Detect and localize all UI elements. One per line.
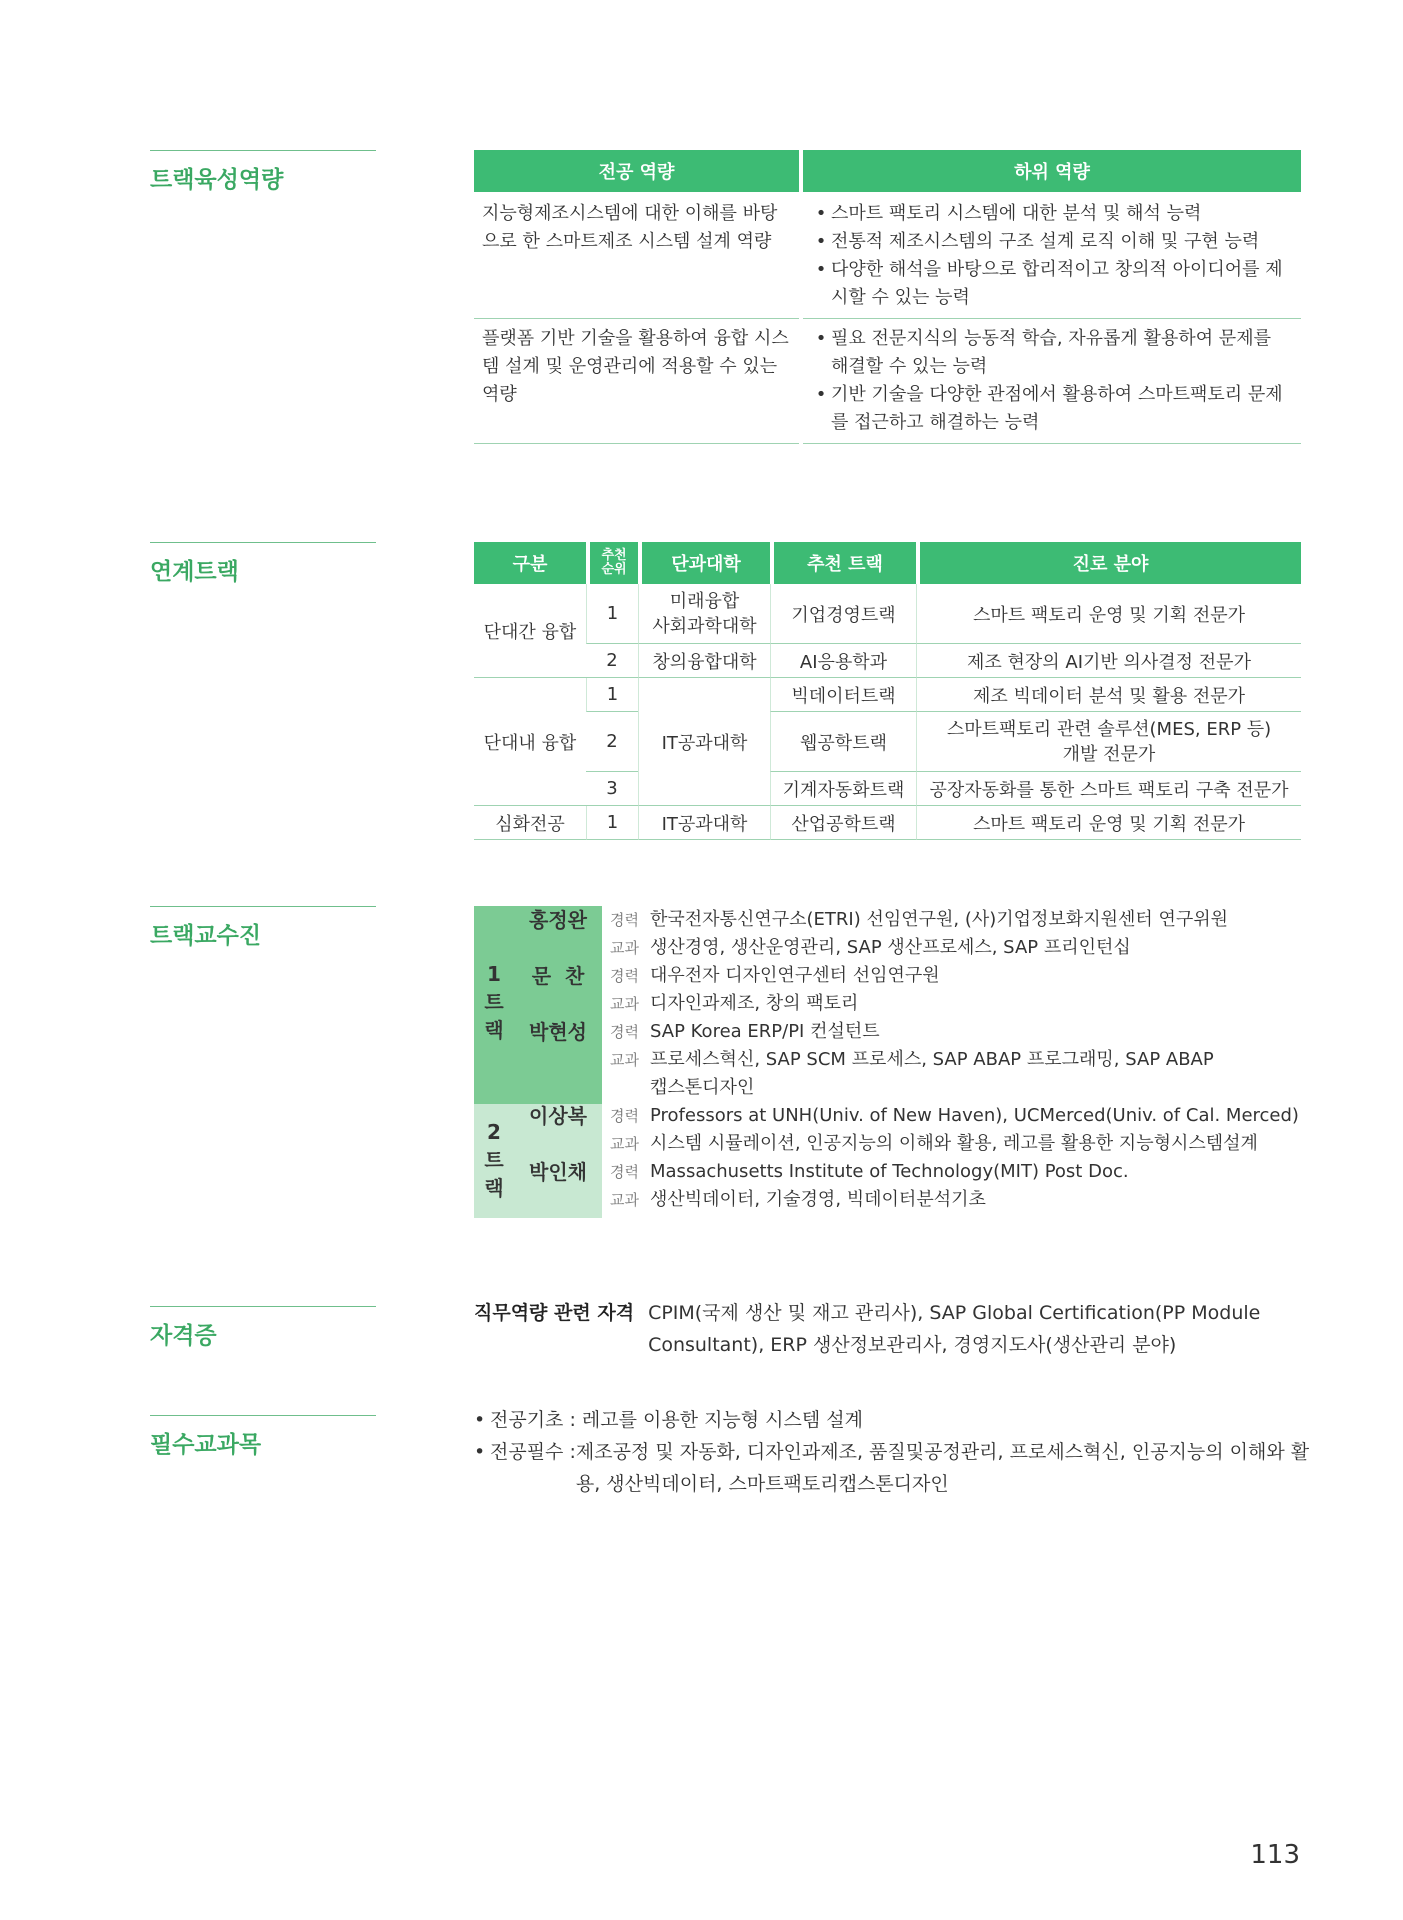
career-text: SAP Korea ERP/PI 컨설턴트 [650, 1021, 880, 1042]
track-cell: 빅데이터트랙 [770, 678, 916, 712]
track2-label-char: 랙 [484, 1176, 504, 1200]
career-tag: 경력 [610, 911, 639, 929]
track2-label [474, 1118, 514, 1202]
college-cell [638, 584, 770, 644]
career-cell: 공장자동화를 통한 스마트 팩토리 구축 전문가 [916, 772, 1301, 806]
major-competency: 플랫폼 기반 기술을 활용하여 융합 시스템 설계 및 운영관리에 적용할 수 있는 역량 [474, 319, 799, 444]
sub-competency-item: • 필요 전문지식의 능동적 학습, 자유롭게 활용하여 문제를 해결할 수 있는 능력 [811, 325, 1293, 381]
college-cell: IT공과대학 [638, 678, 770, 806]
certification-block [474, 1297, 1314, 1361]
header-track: 추천 트랙 [770, 542, 916, 584]
career-line [610, 1158, 1310, 1186]
course-text: 시스템 시뮬레이션, 인공지능의 이해와 활용, 레고를 활용한 지능형시스템설계 [650, 1133, 1258, 1154]
career-text: 대우전자 디자인연구센터 선임연구원 [650, 965, 940, 986]
sub-competency-list [803, 152, 1301, 319]
required-basic-label: 전공기초 : [490, 1409, 576, 1431]
career-line2: 개발 전문가 [1062, 743, 1156, 765]
header-rank [586, 542, 638, 584]
sub-competency-item: • 다양한 해석을 바탕으로 합리적이고 창의적 아이디어를 제시할 수 있는 능력 [811, 256, 1293, 312]
career-line1: 스마트팩토리 관련 솔루션(MES, ERP 등) [946, 718, 1272, 740]
required-basic-row [474, 1404, 1314, 1436]
college-cell: IT공과대학 [638, 806, 770, 840]
required-courses-block [474, 1404, 1314, 1500]
career-line [610, 906, 1310, 934]
career-cell: 스마트 팩토리 운영 및 기획 전문가 [916, 584, 1301, 644]
course-tag: 교과 [610, 995, 639, 1013]
college-cell: 창의융합대학 [638, 644, 770, 678]
rank-cell: 1 [586, 806, 638, 840]
track-cell: AI응용학과 [770, 644, 916, 678]
professor-name: 박인채 [529, 1160, 587, 1184]
track2-label-char: 트 [484, 1148, 504, 1172]
rank-cell: 1 [586, 584, 638, 644]
bullet: • [474, 1409, 486, 1431]
professor-name: 박현성 [529, 1020, 587, 1044]
competency-row [474, 319, 1301, 444]
rank-cell: 1 [586, 678, 638, 712]
course-line [610, 1186, 1310, 1214]
table-row [474, 678, 1301, 712]
career-tag: 경력 [610, 1163, 639, 1181]
group-advanced: 심화전공 [474, 806, 586, 840]
career-tag: 경력 [610, 1107, 639, 1125]
course-text: 프로세스혁신, SAP SCM 프로세스, SAP ABAP 프로그래밍, SAP ABAP [650, 1049, 1214, 1070]
track1-label-char: 1 [487, 962, 501, 986]
table-row [474, 644, 1301, 678]
header-sub-competency: 하위 역량 [803, 150, 1301, 192]
certification-text: CPIM(국제 생산 및 재고 관리사), SAP Global Certification(PP Module Consultant), ERP 생산정보관리사, 경영지도사(생산관리 분야) [648, 1302, 1261, 1356]
track1-label-char: 랙 [484, 1018, 504, 1042]
track1-label-char: 트 [484, 990, 504, 1014]
career-cell [916, 712, 1301, 772]
career-text: Massachusetts Institute of Technology(MIT) Post Doc. [650, 1161, 1129, 1182]
track-cell: 웹공학트랙 [770, 712, 916, 772]
course-line [610, 1046, 1310, 1074]
table-row [474, 712, 1301, 772]
track-cell: 기업경영트랙 [770, 584, 916, 644]
course-line [610, 934, 1310, 962]
page-number: 113 [1250, 1840, 1300, 1870]
sub-competency-item: • 기반 기술을 다양한 관점에서 활용하여 스마트팩토리 문제를 접근하고 해결하는 능력 [811, 381, 1293, 437]
group-intra: 단대내 융합 [474, 678, 586, 806]
group-inter: 단대간 융합 [474, 584, 586, 678]
header-major-competency: 전공 역량 [474, 150, 799, 192]
major-competency: 지능형제조시스템에 대한 이해를 바탕으로 한 스마트제조 시스템 설계 역량 [474, 152, 799, 319]
section-label-required-courses: 필수교과목 [150, 1415, 376, 1459]
rank-cell: 3 [586, 772, 638, 806]
career-text: 한국전자통신연구소(ETRI) 선임연구원, (사)기업정보화지원센터 연구위원 [650, 909, 1229, 930]
header-career: 진로 분야 [916, 542, 1301, 584]
header-rank-line2: 순위 [601, 562, 627, 577]
professor-details [610, 906, 1310, 1214]
career-line [610, 1018, 1310, 1046]
course-line [610, 1130, 1310, 1158]
competency-table [474, 150, 1301, 444]
course-tag: 교과 [610, 1191, 639, 1209]
section-label-linked-track: 연계트랙 [150, 542, 376, 586]
sub-competency-item: • 스마트 팩토리 시스템에 대한 분석 및 해석 능력 [811, 200, 1293, 228]
required-basic-text: 레고를 이용한 지능형 시스템 설계 [581, 1409, 863, 1431]
section-label-faculty: 트랙교수진 [150, 906, 376, 950]
course-tag: 교과 [610, 1051, 639, 1069]
sub-competency-list [803, 319, 1301, 444]
competency-row [474, 192, 1301, 319]
header-rank-line1: 추천 [601, 548, 627, 563]
tag-spacer [610, 1074, 650, 1102]
course-text: 생산빅데이터, 기술경영, 빅데이터분석기초 [650, 1189, 986, 1210]
course-tag: 교과 [610, 939, 639, 957]
required-major-label: 전공필수 : [490, 1441, 576, 1463]
track1-label [474, 960, 514, 1044]
course-text: 캡스톤디자인 [650, 1077, 755, 1098]
course-line [610, 990, 1310, 1018]
certification-label: 직무역량 관련 자격 [474, 1302, 635, 1324]
college-line1: 미래융합 [669, 590, 740, 612]
table-row [474, 806, 1301, 840]
course-line-cont [610, 1074, 1310, 1102]
table-row [474, 584, 1301, 644]
required-major-row [474, 1436, 1314, 1500]
college-line2: 사회과학대학 [652, 615, 757, 637]
track1-name-bg [514, 906, 602, 1104]
professor-name: 이상복 [529, 1104, 587, 1128]
professor-name: 홍정완 [529, 908, 587, 932]
header-category: 구분 [474, 542, 586, 584]
track2-label-char: 2 [487, 1120, 501, 1144]
career-tag: 경력 [610, 1023, 639, 1041]
career-tag: 경력 [610, 967, 639, 985]
section-label-track-competency: 트랙육성역량 [150, 150, 376, 194]
bullet: • [474, 1441, 486, 1463]
course-text: 생산경영, 생산운영관리, SAP 생산프로세스, SAP 프리인턴십 [650, 937, 1131, 958]
career-line [610, 1102, 1310, 1130]
career-text: Professors at UNH(Univ. of New Haven), UCMerced(Univ. of Cal. Merced) [650, 1105, 1299, 1126]
career-cell: 스마트 팩토리 운영 및 기획 전문가 [916, 806, 1301, 840]
professor-name: 문 찬 [531, 964, 585, 988]
career-line [610, 962, 1310, 990]
course-tag: 교과 [610, 1135, 639, 1153]
linked-track-table [474, 542, 1301, 840]
required-major-text: 제조공정 및 자동화, 디자인과제조, 품질및공정관리, 프로세스혁신, 인공지능의 이해와 활용, 생산빅데이터, 스마트팩토리캡스톤디자인 [575, 1441, 1310, 1495]
sub-competency-item: • 전통적 제조시스템의 구조 설계 로직 이해 및 구현 능력 [811, 228, 1293, 256]
header-college: 단과대학 [638, 542, 770, 584]
rank-cell: 2 [586, 712, 638, 772]
track-cell: 기계자동화트랙 [770, 772, 916, 806]
section-label-certification: 자격증 [150, 1306, 376, 1350]
rank-cell: 2 [586, 644, 638, 678]
track-cell: 산업공학트랙 [770, 806, 916, 840]
track-table-header [474, 542, 1301, 584]
course-text: 디자인과제조, 창의 팩토리 [650, 993, 859, 1014]
table-row [474, 772, 1301, 806]
career-cell: 제조 현장의 AI기반 의사결정 전문가 [916, 644, 1301, 678]
career-cell: 제조 빅데이터 분석 및 활용 전문가 [916, 678, 1301, 712]
